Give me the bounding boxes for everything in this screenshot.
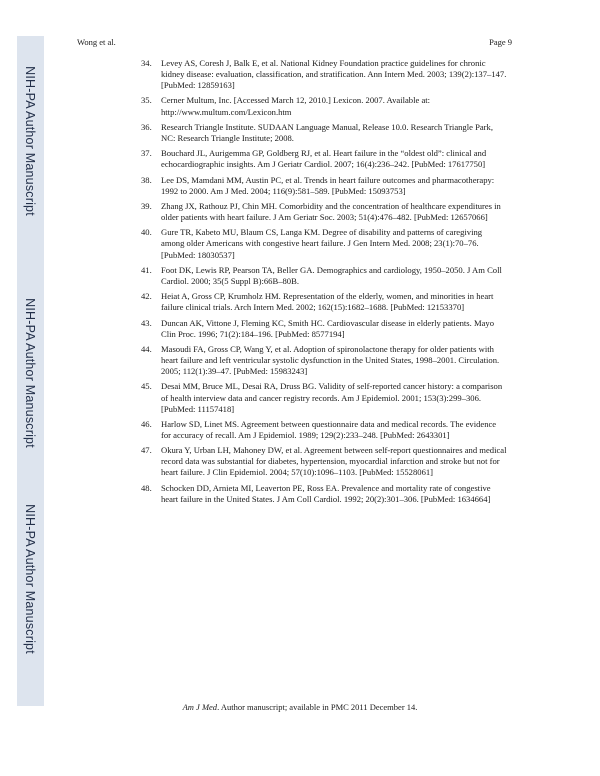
reference-item [141,201,507,223]
page-footer [0,702,600,712]
reference-text: Gure TR, Kabeto MU, Blaum CS, Langa KM. Degree of disability and patterns of caregiving among older Americans with congestive heart failure. J Gen Intern Med. 2008; 23(1):70–76. [PubMed: 18030537] [161,227,483,260]
reference-number: 48. [141,482,152,493]
reference-number: 35. [141,95,152,106]
reference-number: 47. [141,445,152,456]
page-number: Page 9 [489,37,512,47]
reference-text: Lee DS, Mamdani MM, Austin PC, et al. Trends in heart failure outcomes and pharmacotherapy: 1992 to 2000. Am J Med. 2004; 116(9):581–589. [PubMed: 15093753] [161,174,495,196]
reference-text: Harlow SD, Linet MS. Agreement between questionnaire data and medical records. The evidence for accuracy of recall. Am J Epidemiol. 1989; 129(2):233–248. [PubMed: 2643301] [161,418,497,440]
reference-item [141,175,507,197]
reference-item [141,419,507,441]
reference-text: Desai MM, Bruce ML, Desai RA, Druss BG. Validity of self-reported cancer history: a comparison of health interview data and cancer registry records. Am J Epidemiol. 2001; 153(3):299–306. [PubMed: 11157418] [161,381,503,414]
reference-number: 41. [141,264,152,275]
side-banner-label-text: NIH-PA Author Manuscript [23,504,37,654]
reference-number: 34. [141,58,152,68]
reference-number: 45. [141,381,152,392]
running-header-author: Wong et al. [77,37,116,47]
reference-number: 38. [141,174,152,185]
reference-text: Heiat A, Gross CP, Krumholz HM. Representation of the elderly, women, and minorities in heart failure clinical trials. Arch Intern Med. 2002; 162(15):1682–1688. [PubMed: 12153370] [161,291,494,313]
reference-number: 37. [141,148,152,159]
reference-item [141,265,507,287]
reference-text: Foot DK, Lewis RP, Pearson TA, Beller GA. Demographics and cardiology, 1950–2050. J Am Coll Cardiol. 2000; 35(5 Suppl B):66B–80B. [161,264,502,286]
footer-journal: Am J Med [182,702,218,712]
reference-item [141,148,507,170]
reference-text: Okura Y, Urban LH, Mahoney DW, et al. Agreement between self-report questionnaires and medical record data was substantial for diabetes, hypertension, myocardial infarction and stroke but not for heart failure. J Clin Epidemiol. 2004; 57(10):1096–1103. [PubMed: 15528061] [161,445,507,478]
reference-item [141,58,507,91]
reference-item [141,445,507,478]
reference-text: Research Triangle Institute. SUDAAN Language Manual, Release 10.0. Research Triangle Park, NC: Research Triangle Institute; 2008. [161,121,493,143]
reference-number: 36. [141,121,152,132]
side-banner-label-text: NIH-PA Author Manuscript [23,66,37,216]
reference-text: Zhang JX, Rathouz PJ, Chin MH. Comorbidity and the concentration of healthcare expenditures in older patients with heart failure. J Am Geriatr Soc. 2003; 51(4):476–482. [PubMed: 12657066] [161,200,501,223]
reference-number: 43. [141,317,152,328]
footer-text: . Author manuscript; available in PMC 2011 December 14. [217,702,418,712]
reference-number: 40. [141,227,152,238]
reference-text: Levey AS, Coresh J, Balk E, et al. National Kidney Foundation practice guidelines for chronic kidney disease: evaluation, classification, and stratification. Ann Intern Med. 2003; 139(2):137–147. [PubMed: 12859163] [161,58,507,91]
reference-item [141,227,507,260]
reference-item [141,122,507,144]
reference-item [141,483,507,505]
reference-text: Masoudi FA, Gross CP, Wang Y, et al. Adoption of spironolactone therapy for older patients with heart failure and left ventricular systolic dysfunction in the United States, 1998–2001. Circulation. 2005; 112(1):39–47. [PubMed: 15983243] [161,343,500,377]
reference-number: 42. [141,291,152,302]
reference-number: 46. [141,418,152,429]
side-banner-label-text: NIH-PA Author Manuscript [23,298,37,448]
reference-text: Bouchard JL, Aurigemma GP, Goldberg RJ, et al. Heart failure in the “oldest old”: clinical and echocardiographic insights. Am J Geriatr Cardiol. 2007; 16(4):236–242. [PubMed: 17617750] [161,148,487,170]
reference-number: 44. [141,343,152,354]
reference-item [141,318,507,340]
reference-item [141,344,507,377]
reference-number: 39. [141,200,152,211]
reference-item [141,381,507,414]
reference-list [141,58,507,509]
reference-item [141,95,507,117]
reference-text: Schocken DD, Arnieta MI, Leaverton PE, Ross EA. Prevalence and mortality rate of congestive heart failure in the United States. J Am Coll Cardiol. 1992; 20(2):301–306. [PubMed: 1634664] [161,482,491,504]
reference-text: Cerner Multum, Inc. [Accessed March 12, 2010.] Lexicon. 2007. Available at: http://www.multum.com/Lexicon.htm [161,95,431,117]
reference-text: Duncan AK, Vittone J, Fleming KC, Smith HC. Cardiovascular disease in elderly patients. Mayo Clin Proc. 1996; 71(2):184–196. [PubMed: 8577194] [161,317,495,339]
reference-item [141,291,507,313]
